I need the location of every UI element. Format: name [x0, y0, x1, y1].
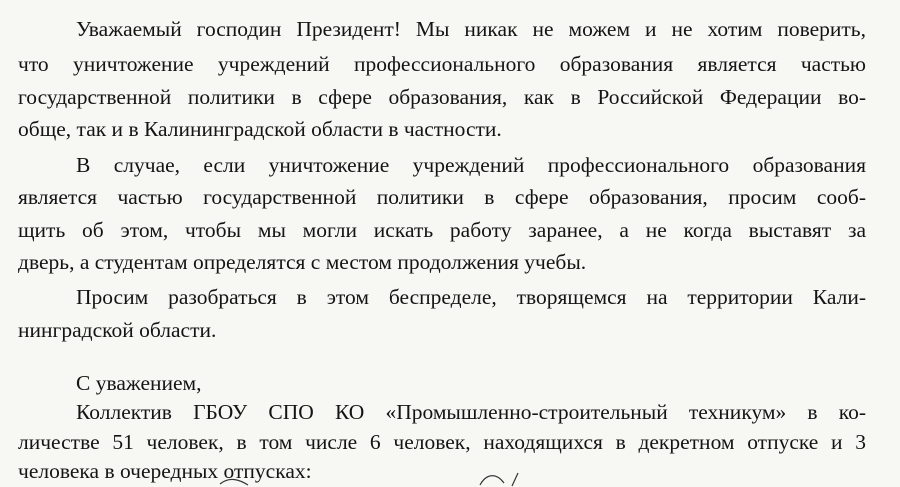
paragraph-2-line-3: щить об этом, чтобы мы могли искать работу заранее, а не когда выставят за [18, 218, 866, 242]
handwritten-signature-marks [200, 470, 560, 487]
closing-phrase: С уважением, [76, 371, 202, 395]
paragraph-2-line-1: В случае, если уничтожение учреждений профессионального образования [76, 153, 866, 177]
paragraph-1-line-3: государственной политики в сфере образования, как в Российской Федерации во- [18, 85, 866, 109]
paragraph-3-line-1: Просим разобраться в этом беспределе, творящемся на территории Кали- [76, 285, 866, 309]
paragraph-2-line-2: является частью государственной политики в сфере образования, просим сооб- [18, 185, 866, 209]
signoff-line-3: человека в очередных отпусках: [18, 459, 312, 483]
paragraph-2-line-4: дверь, а студентам определятся с местом продолжения учебы. [18, 250, 587, 274]
signoff-line-1: Коллектив ГБОУ СПО КО «Промышленно-строительный техникум» в ко- [76, 400, 866, 424]
signoff-line-2: личестве 51 человек, в том числе 6 человек, находящихся в декретном отпуске и 3 [18, 430, 866, 454]
paragraph-1-line-1: Уважаемый господин Президент! Мы никак не можем и не хотим поверить, [76, 17, 866, 41]
paragraph-1-line-2: что уничтожение учреждений профессионального образования является частью [18, 52, 866, 76]
paragraph-1-line-4: обще, так и в Калининградской области в частности. [18, 117, 502, 141]
paragraph-3-line-2: нинградской области. [18, 318, 217, 342]
